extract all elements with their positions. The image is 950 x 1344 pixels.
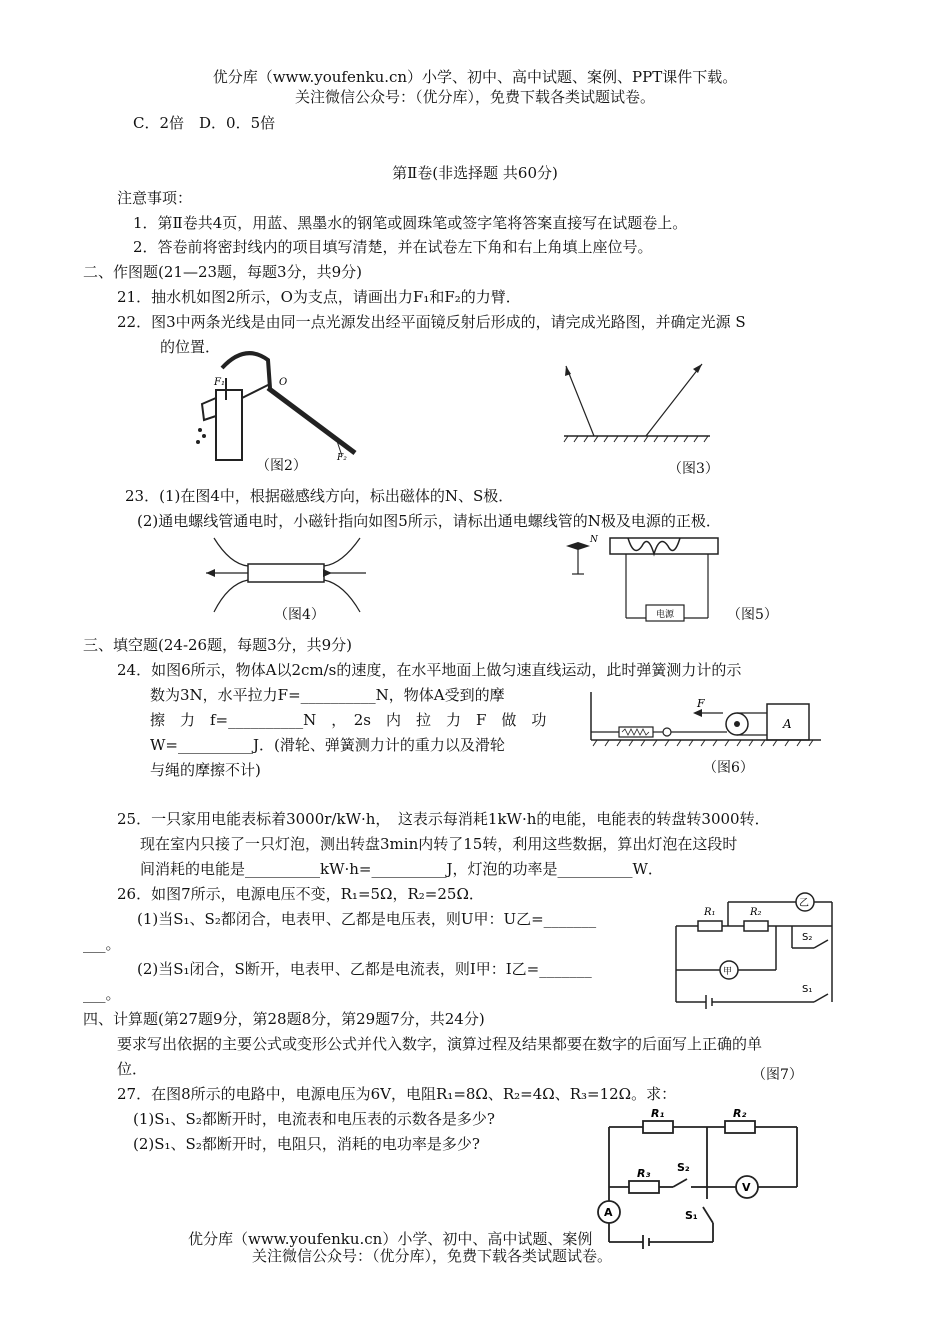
- fig8-r3: R₃: [637, 1167, 651, 1180]
- fig8-r1: R₁: [651, 1107, 665, 1120]
- question-25-line-2: 现在室内只接了一只灯泡，测出转盘3min内转了15转，利用这些数据，算出灯泡在这段时: [140, 835, 738, 853]
- question-24-line-2: 数为3N，水平拉力F=__________N，物体A受到的摩: [150, 686, 505, 704]
- fig7-s2: S₂: [802, 932, 813, 943]
- notes-title: 注意事项：: [117, 189, 193, 207]
- note-2: 2．答卷前将密封线内的项目填写清楚，并在试卷左下角和右上角填上座位号。: [133, 238, 653, 256]
- figure-7-circuit: [668, 882, 838, 1007]
- note-1: 1．第Ⅱ卷共4页，用蓝、黑墨水的钢笔或圆珠笔或签字笔将答案直接写在试题卷上。: [133, 214, 688, 232]
- question-26-line-3: ___。: [83, 935, 121, 953]
- question-27-part-2: (2)S₁、S₂都断开时，电阻只，消耗的电功率是多少?: [133, 1135, 480, 1153]
- question-21: 21．抽水机如图2所示，O为支点，请画出力F₁和F₂的力臂．: [117, 288, 521, 306]
- fig2-label-f1: F₁: [214, 377, 225, 388]
- fig8-ammeter: A: [604, 1206, 613, 1219]
- part4-requirement-line-2: 位．: [117, 1060, 148, 1078]
- figure-5-caption: （图5）: [727, 607, 778, 623]
- previous-question-options: C．2倍 D．0．5倍: [133, 114, 276, 132]
- fig8-s2: S₂: [677, 1161, 690, 1174]
- part4-requirement-line-1: 要求写出依据的主要公式或变形公式并代入数字，演算过程及结果都要在数字的后面写上正确的单: [117, 1035, 763, 1053]
- figure-5-solenoid: [560, 532, 730, 622]
- question-26-line-4: (2)当S₁闭合，S断开，电表甲、乙都是电流表，则I甲：I乙=_______: [137, 960, 592, 978]
- figure-2-pump: [190, 338, 370, 468]
- figure-6-spring-scale: [585, 690, 825, 750]
- fig7-jia: 甲: [723, 967, 733, 977]
- question-24-line-4: W=__________J．(滑轮、弹簧测力计的重力以及滑轮: [150, 736, 505, 754]
- fig7-r2: R₂: [750, 907, 762, 918]
- fig5-n-label: N: [590, 535, 598, 545]
- fig7-s1: S₁: [802, 984, 813, 995]
- fig7-r1: R₁: [704, 907, 716, 918]
- question-23-line-1: 23．(1)在图4中，根据磁感线方向，标出磁体的N、S极．: [125, 487, 514, 505]
- part2-title: 二、作图题(21—23题，每题3分，共9分): [83, 263, 362, 281]
- footer-line-2: 关注微信公众号：（优分库），免费下载各类试题试卷。: [252, 1247, 613, 1265]
- figure-8-circuit: [595, 1107, 805, 1252]
- fig8-voltmeter: V: [742, 1181, 751, 1194]
- question-26-line-5: ___。: [83, 985, 121, 1003]
- header-line-1: 优分库（www.youfenku.cn）小学、初中、高中试题、案例、PPT课件下载。: [212, 68, 738, 86]
- question-24-line-1: 24．如图6所示，物体A以2cm/s的速度，在水平地面上做匀速直线运动，此时弹簧测力计的示: [117, 661, 742, 679]
- part3-title: 三、填空题(24-26题，每题3分，共9分): [83, 636, 353, 654]
- figure-7-caption: （图7）: [752, 1067, 803, 1083]
- figure-3-mirror: [560, 360, 720, 445]
- question-23-line-2: (2)通电螺线管通电时，小磁针指向如图5所示，请标出通电螺线管的N极及电源的正极．: [137, 512, 721, 530]
- fig5-power-label: 电源: [655, 610, 675, 620]
- question-27-part-1: (1)S₁、S₂都断开时，电流表和电压表的示数各是多少?: [133, 1110, 495, 1128]
- figure-6-caption: （图6）: [703, 760, 754, 776]
- question-25-line-1: 25．一只家用电能表标着3000r/kW·h， 这表示每消耗1kW·h的电能，电能表的转盘转3000转．: [117, 810, 770, 828]
- part4-title: 四、计算题(第27题9分，第28题8分，第29题7分，共24分): [83, 1010, 485, 1028]
- section-title: 第Ⅱ卷(非选择题 共60分): [392, 164, 558, 182]
- question-24-line-3: 擦 力 f=__________N ， 2s 内 拉 力 F 做 功: [150, 711, 547, 729]
- figure-4-caption: （图4）: [274, 607, 325, 623]
- question-25-line-3: 间消耗的电能是__________kW·h=__________J，灯泡的功率是__________W．: [140, 860, 663, 878]
- fig6-label-a: A: [783, 717, 792, 731]
- fig7-yi: 乙: [799, 898, 809, 909]
- question-22-line-2: 的位置．: [160, 338, 221, 356]
- figure-3-caption: （图3）: [668, 461, 719, 477]
- header-line-2: 关注微信公众号：（优分库），免费下载各类试题试卷。: [294, 88, 655, 106]
- question-22-line-1: 22．图3中两条光线是由同一点光源发出经平面镜反射后形成的，请完成光路图，并确定光源 S: [117, 313, 746, 331]
- figure-2-caption: （图2）: [256, 458, 307, 474]
- footer-line-1: 优分库（www.youfenku.cn）小学、初中、高中试题、案例: [188, 1230, 593, 1248]
- fig2-label-o: O: [279, 377, 288, 388]
- question-26-line-1: 26．如图7所示，电源电压不变，R₁=5Ω，R₂=25Ω．: [117, 885, 484, 903]
- question-26-line-2: (1)当S₁、S₂都闭合，电表甲、乙都是电压表，则U甲：U乙=_______: [137, 910, 597, 928]
- fig2-label-f2: F₂: [337, 453, 347, 463]
- fig8-s1: S₁: [685, 1209, 698, 1222]
- question-27: 27．在图8所示的电路中，电源电压为6V，电阻R₁=8Ω、R₂=4Ω、R₃=12Ω。求：: [117, 1085, 677, 1103]
- fig6-label-f: F: [697, 697, 705, 710]
- question-24-line-5: 与绳的摩擦不计): [150, 761, 261, 779]
- fig8-r2: R₂: [733, 1107, 747, 1120]
